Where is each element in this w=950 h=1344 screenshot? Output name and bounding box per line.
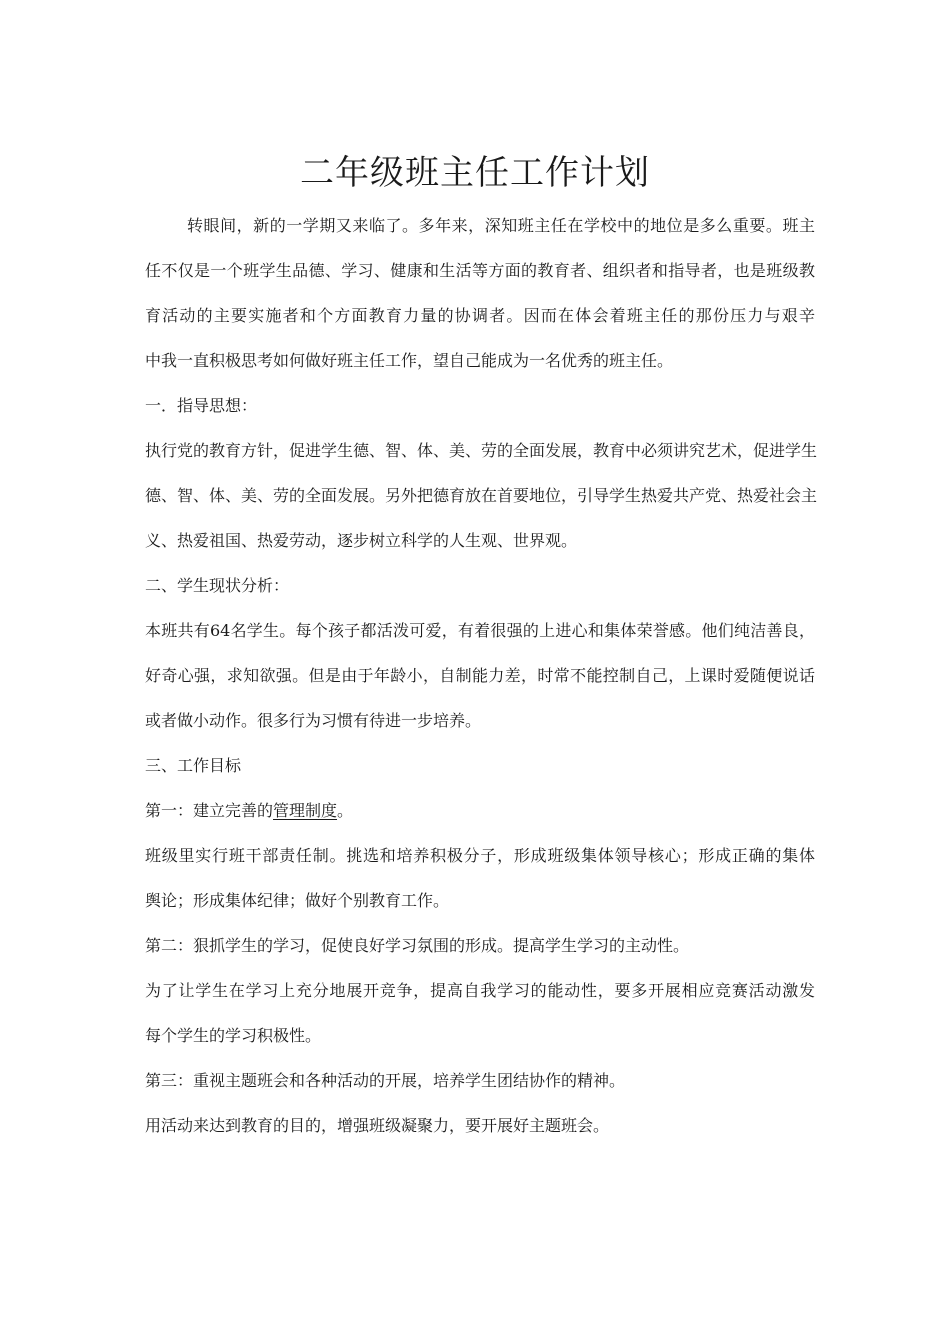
goal-1-line-1: 班级里实行班干部责任制。挑选和培养积极分子，形成班级集体领导核心；形成正确的集体: [145, 846, 815, 865]
intro-line-1: 转眼间，新的一学期又来临了。多年来，深知班主任在学校中的地位是多么重要。班主: [187, 216, 815, 235]
section-2-line-3: 或者做小动作。很多行为习惯有待进一步培养。: [145, 711, 482, 730]
goal-2-line-2: 每个学生的学习积极性。: [145, 1026, 322, 1045]
intro-line-4: 中我一直积极思考如何做好班主任工作，望自己能成为一名优秀的班主任。: [145, 351, 674, 370]
section-3-heading: 三、工作目标: [145, 756, 242, 775]
section-1-line-3: 义、热爱祖国、热爱劳动，逐步树立科学的人生观、世界观。: [145, 531, 578, 550]
goal-1-line-2: 舆论；形成集体纪律；做好个别教育工作。: [145, 891, 450, 910]
goal-1-suffix: 。: [337, 801, 354, 820]
goal-3-line-1: 用活动来达到教育的目的，增强班级凝聚力，要开展好主题班会。: [145, 1116, 610, 1135]
section-2-line-2: 好奇心强，求知欲强。但是由于年龄小，自制能力差，时常不能控制自己，上课时爱随便说话: [145, 666, 815, 685]
goal-1-prefix: 第一：建立完善的: [145, 801, 274, 820]
section-1-line-2: 德、智、体、美、劳的全面发展。另外把德育放在首要地位，引导学生热爱共产党、热爱社会主: [145, 486, 818, 505]
section-2-line-1: 本班共有64名学生。每个孩子都活泼可爱，有着很强的上进心和集体荣誉感。他们纯洁善良，: [145, 621, 815, 640]
goal-2-line-1: 为了让学生在学习上充分地展开竞争，提高自我学习的能动性，要多开展相应竞赛活动激发: [145, 981, 815, 1000]
section-2-heading: 二、学生现状分析：: [145, 576, 290, 595]
section-1-heading: 一．指导思想：: [145, 396, 258, 415]
goal-2-heading: 第二：狠抓学生的学习，促使良好学习氛围的形成。提高学生学习的主动性。: [145, 936, 690, 955]
goal-1-heading: [145, 799, 815, 823]
goal-3-heading: 第三：重视主题班会和各种活动的开展，培养学生团结协作的精神。: [145, 1071, 626, 1090]
intro-line-2: 任不仅是一个班学生品德、学习、健康和生活等方面的教育者、组织者和指导者，也是班级教: [145, 261, 815, 280]
intro-line-3: 育活动的主要实施者和个方面教育力量的协调者。因而在体会着班主任的那份压力与艰辛: [145, 306, 815, 325]
section-1-line-1: 执行党的教育方针，促进学生德、智、体、美、劳的全面发展，教育中必须讲究艺术，促进学生: [145, 441, 818, 460]
document-title: 二年级班主任工作计划: [300, 152, 650, 193]
management-system-link[interactable]: 管理制度: [273, 801, 338, 820]
